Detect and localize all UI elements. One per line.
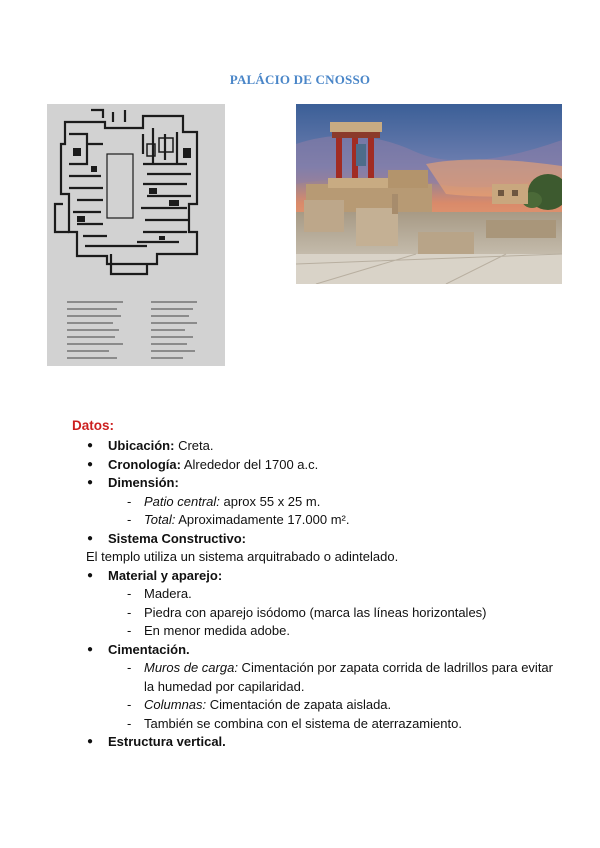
sub-item: - También se combina con el sistema de aterrazamiento. xyxy=(108,715,556,734)
sub-item: - En menor medida adobe. xyxy=(108,622,556,641)
list-item xyxy=(86,474,556,530)
floor-plan-image xyxy=(47,104,225,366)
palace-photo-image xyxy=(296,104,562,284)
item-text: El templo utiliza un sistema arquitrabado o adintelado. xyxy=(86,549,399,564)
sub-item: - Columnas: Cimentación de zapata aislada. xyxy=(108,696,556,715)
list-item xyxy=(86,733,556,752)
list-item xyxy=(86,641,556,734)
data-list xyxy=(86,437,556,752)
sub-item: - Total: Aproximadamente 17.000 m². xyxy=(108,511,556,530)
item-value: Creta. xyxy=(174,438,214,453)
item-label: Estructura vertical. xyxy=(108,734,226,749)
list-item xyxy=(86,530,556,567)
list-item xyxy=(86,437,556,456)
item-label: Dimensión: xyxy=(108,475,179,490)
page-title: PALÁCIO DE CNOSSO xyxy=(229,72,371,87)
sub-item: - Muros de carga: Cimentación por zapata corrida de ladrillos para evitar la humedad por capilaridad. xyxy=(108,659,556,696)
sub-item: - Madera. xyxy=(108,585,556,604)
item-label: Cimentación. xyxy=(108,641,190,657)
list-item xyxy=(86,567,556,641)
item-label: Cronología: xyxy=(108,456,181,472)
item-value: Alrededor del 1700 a.c. xyxy=(180,456,319,472)
item-label: Ubicación: xyxy=(108,438,175,453)
sub-item: - Piedra con aparejo isódomo (marca las líneas horizontales) xyxy=(108,604,556,623)
sub-list xyxy=(108,659,556,733)
item-label: Material y aparejo: xyxy=(108,567,223,583)
sub-list xyxy=(108,585,556,641)
list-item xyxy=(86,456,556,475)
item-label: Sistema Constructivo: xyxy=(108,530,246,546)
section-label: Datos: xyxy=(72,418,115,433)
sub-list xyxy=(108,493,556,530)
sub-item: - Patio central: aprox 55 x 25 m. xyxy=(108,493,556,512)
